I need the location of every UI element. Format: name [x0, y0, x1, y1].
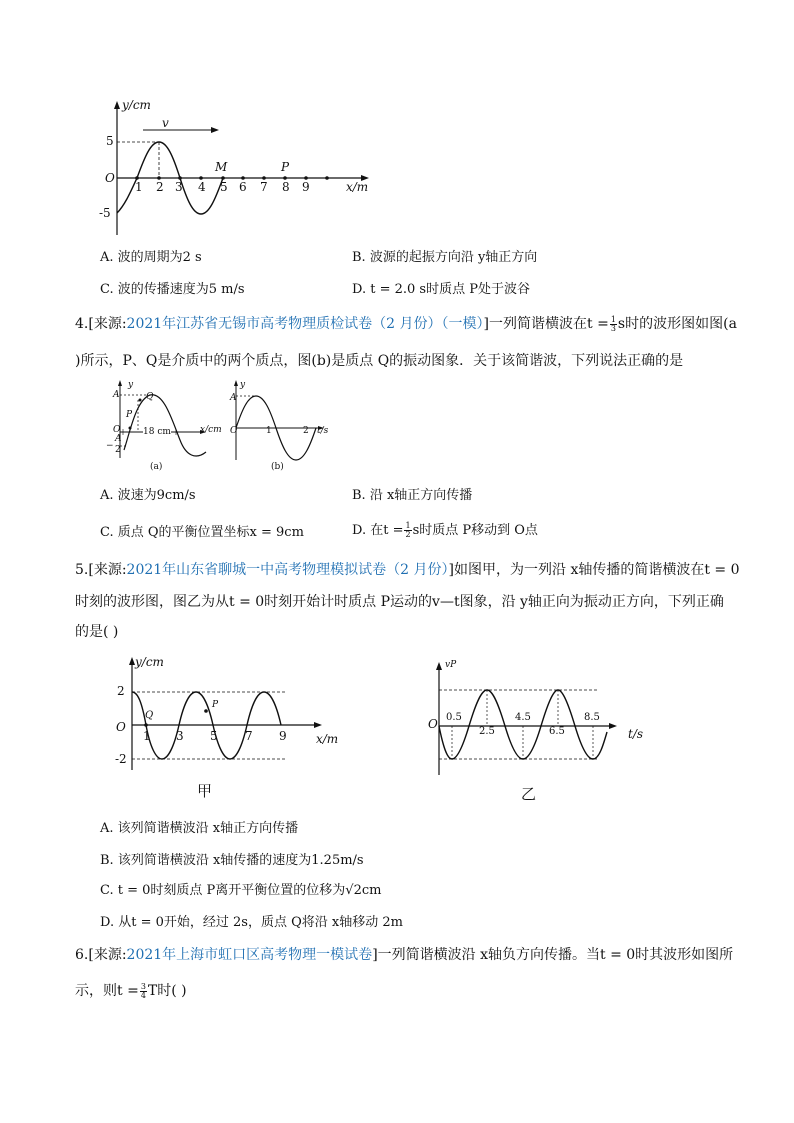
fig1-tick: 5 [220, 180, 228, 194]
q4-fig-a-Q: Q [146, 392, 154, 402]
fig1-tick: 7 [260, 180, 268, 194]
q5-source-suffix: ] [448, 562, 455, 578]
fig1-tick: 1 [135, 180, 143, 194]
q6-stem-text-a: 示，则t = [75, 983, 139, 999]
q4-source-suffix: ] [483, 316, 490, 332]
q4-fig-a-A: A [113, 390, 120, 400]
q5-fig-yi-tick: 0.5 [446, 712, 462, 723]
q5-source-name: 2021年山东省聊城一中高考物理模拟试卷（2 月份） [126, 562, 449, 578]
q4-fig-b-t2: 2 [303, 426, 309, 436]
q5-source-prefix: [来源: [88, 562, 127, 578]
q5-fig-jia-y-zero: O [116, 720, 126, 734]
fig1-tick: 3 [175, 180, 183, 194]
fig1-tick: 6 [239, 180, 247, 194]
q5-fig-jia-tick: 7 [245, 729, 253, 743]
fig1-wave-graph [95, 95, 385, 245]
q5-stem-text: 如图甲，为一列沿 x轴传播的简谐横波在t = 0 [454, 562, 740, 578]
q4-fig-a-O: O [113, 425, 121, 435]
q4-fig-a-A-half-num: A [115, 434, 122, 444]
q4-fig-a-graph [110, 380, 225, 465]
q5-fig-jia-ylabel: y/cm [135, 655, 164, 669]
q5-fig-jia-tick: 3 [176, 729, 184, 743]
q4-source-prefix: [来源: [88, 316, 127, 332]
fig1-tick: 2 [156, 180, 164, 194]
q5-fig-yi-tick: 6.5 [549, 726, 565, 737]
q5-fig-jia-tick: 1 [143, 729, 151, 743]
q6-stem-line1 [75, 945, 733, 965]
q6-stem-text-b: T时( ) [147, 983, 187, 999]
q4-fig-a-P: P [126, 410, 133, 420]
q4-fig-b-t1: 1 [266, 426, 272, 436]
q4-fraction: $\frac{1}{3}$ [610, 314, 616, 333]
fig1-point-p: P [281, 160, 290, 174]
q5-fig-jia-y-pos: 2 [117, 684, 125, 698]
q5-number: 5. [75, 562, 89, 578]
fig1-y-zero: O [105, 171, 115, 185]
q3-option-b: B. 波源的起振方向沿 y轴正方向 [352, 250, 538, 265]
q6-number: 6. [75, 947, 89, 963]
q5-option-a: A. 该列简谐横波沿 x轴正方向传播 [100, 821, 299, 836]
q3-option-a: A. 波的周期为2 s [100, 250, 202, 265]
q4-fig-b-y: y [240, 380, 246, 390]
q4-stem-line1 [75, 314, 737, 334]
q4-source-name: 2021年江苏省无锡市高考物理质检试卷（2 月份）（一模） [126, 316, 484, 332]
q5-stem-line3: 的是( ) [75, 624, 119, 640]
q5-fig-jia-tick: 9 [279, 729, 287, 743]
q5-fig-yi-caption: 乙 [521, 785, 537, 803]
q4-option-d-text-b: s时质点 P移动到 O点 [412, 523, 538, 538]
fig1-tick: 4 [198, 180, 206, 194]
q5-fig-yi-O: O [428, 717, 438, 731]
q5-fig-yi-tick: 8.5 [584, 712, 600, 723]
q5-fig-jia-y-neg: -2 [115, 752, 127, 766]
q4-stem-line2: )所示，P、Q是介质中的两个质点，图(b)是质点 Q的振动图象．关于该简谐波，下列说法正确的是 [75, 353, 684, 369]
q4-fig-a-xlabel: x/cm [200, 425, 222, 435]
fig1-y-neg: -5 [99, 206, 111, 220]
q4-stem-text-b: s时的波形图如图(a [617, 316, 737, 332]
q3-option-d: D. t = 2.0 s时质点 P处于波谷 [352, 282, 530, 297]
q4-fig-a-y: y [128, 380, 134, 390]
q6-source-prefix: [来源: [88, 947, 127, 963]
q4-fig-a-minus: − [106, 441, 114, 451]
q4-fig-b-A: A [230, 393, 237, 403]
fig1-tick: 8 [282, 180, 290, 194]
q4-stem-text-a: 一列简谐横波在t = [489, 316, 609, 332]
q5-fig-jia-caption: 甲 [197, 782, 213, 800]
q4-number: 4. [75, 316, 89, 332]
q5-option-b: B. 该列简谐横波沿 x轴传播的速度为1.25m/s [100, 853, 364, 868]
q4-fig-a-span: 18 cm [143, 427, 171, 437]
q4-fig-b-graph [228, 380, 338, 465]
fig1-tick: 9 [302, 180, 310, 194]
q5-stem-line2: 时刻的波形图，图乙为从t = 0时刻开始计时质点 P运动的v—t图象，沿 y轴正向为振动正方向，下列正确 [75, 594, 724, 610]
q5-fig-yi-tick: 4.5 [515, 712, 531, 723]
fig1-ylabel: y/cm [122, 98, 151, 112]
q4-option-b: B. 沿 x轴正方向传播 [352, 488, 473, 503]
q4-fig-b-O: O [230, 426, 238, 436]
q4-option-c: C. 质点 Q的平衡位置坐标x = 9cm [100, 525, 304, 540]
q4-fig-b-xlabel: t/s [317, 426, 329, 436]
q5-fig-yi-ylabel: vP [445, 660, 457, 670]
q4-fig-a-caption: (a) [150, 462, 163, 472]
fig1-xlabel: x/m [346, 180, 369, 194]
q5-option-d: D. 从t = 0开始，经过 2s，质点 Q将沿 x轴移动 2m [100, 915, 403, 930]
fig1-y-pos: 5 [106, 134, 114, 148]
q6-fraction: $\frac{3}{4}$ [140, 981, 146, 1000]
q6-stem-line2 [75, 981, 187, 1001]
q5-fig-jia-Q: Q [145, 710, 154, 721]
q5-fig-yi-xlabel: t/s [628, 727, 644, 741]
q5-option-c: C. t = 0时刻质点 P离开平衡位置的位移为√2cm [100, 883, 382, 898]
q4-option-d-text-a: D. 在t = [352, 523, 404, 538]
q5-stem-line1 [75, 560, 740, 580]
q4-fig-b-caption: (b) [271, 462, 284, 472]
q5-fig-jia-P: P [212, 700, 219, 710]
fig1-v-label: v [162, 116, 169, 130]
q4-option-a: A. 波速为9cm/s [100, 488, 196, 503]
q4-option-d [352, 522, 538, 540]
q5-fig-yi-tick: 2.5 [479, 726, 495, 737]
q4-option-d-fraction: $\frac{1}{2}$ [405, 521, 411, 539]
fig1-point-m: M [215, 160, 228, 174]
q3-option-c: C. 波的传播速度为5 m/s [100, 282, 245, 297]
q6-source-name: 2021年上海市虹口区高考物理一模试卷 [126, 947, 373, 963]
q6-stem-text: 一列简谐横波沿 x轴负方向传播。当t = 0时其波形如图所 [377, 947, 734, 963]
q4-fig-a-A-half-den: 2 [115, 445, 121, 455]
q6-source-suffix: ] [372, 947, 378, 963]
q5-fig-jia-tick: 5 [210, 729, 218, 743]
q5-fig-jia-xlabel: x/m [316, 732, 339, 746]
